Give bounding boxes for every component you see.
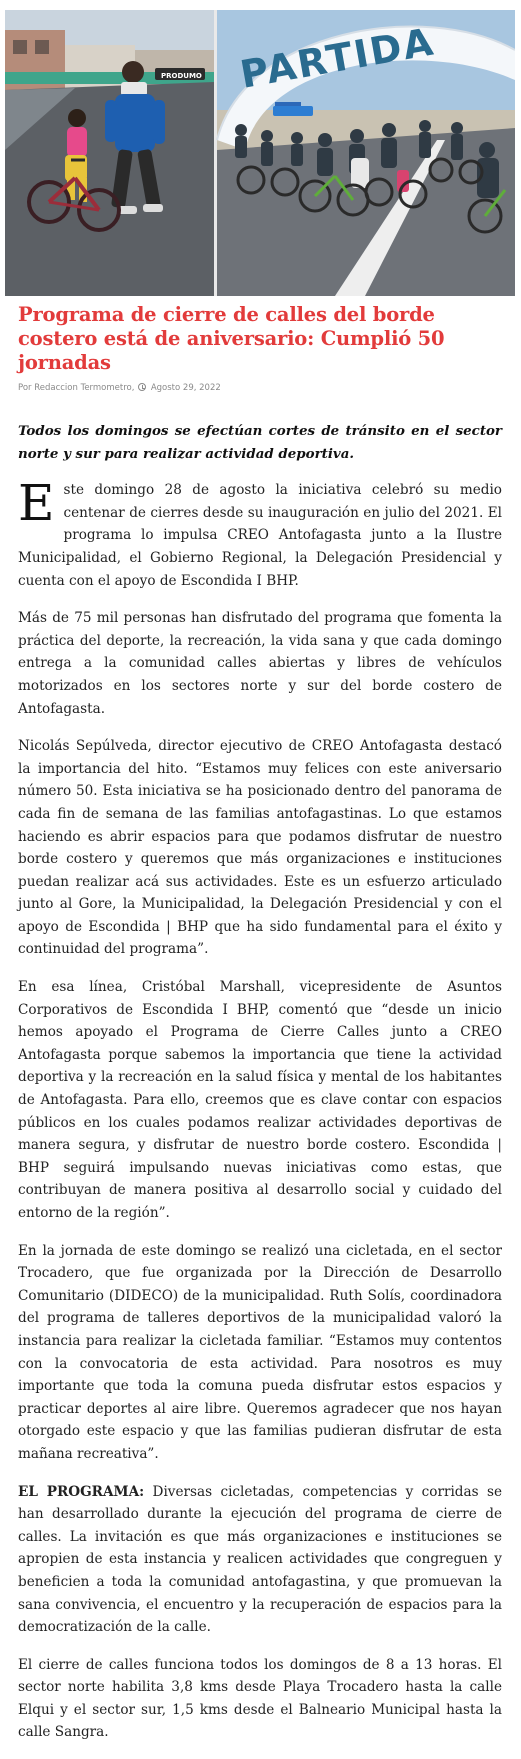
article-author[interactable]: Por Redaccion Termometro	[18, 383, 132, 393]
article-meta	[18, 382, 502, 394]
hero-photo-illustration	[5, 10, 515, 296]
meta-separator: ,	[131, 383, 135, 393]
paragraph-text: ste domingo 28 de agosto la iniciativa celebró su medio centenar de cierres desde su inauguración en julio del 2021. El programa lo impulsa CREO Antofagasta junto a la Ilustre Municipalidad, el Gobierno Regional, la Delegación Presidencial y cuenta con el apoyo de Escondida I BHP.	[18, 482, 502, 589]
section-lead-in: EL PROGRAMA:	[18, 1483, 145, 1500]
hero-photo	[5, 10, 515, 296]
article-paragraph: El cierre de calles funciona todos los domingos de 8 a 13 horas. El sector norte habilita 3,8 kms desde Playa Trocadero hasta la calle Elqui y el sector sur, 1,5 kms desde el Balneario Municipal hasta la calle Sangra.	[18, 1656, 502, 1741]
article-date: Agosto 29, 2022	[150, 383, 221, 393]
article-paragraph: Nicolás Sepúlveda, director ejecutivo de CREO Antofagasta destacó la importancia del hito. “Estamos muy felices con este aniversario número 50. Esta iniciativa se ha posicionado dentro del panorama de cada fin de semana de las familias antofagastinas. Lo que estamos haciendo es abrir espacios para que podamos disfrutar de nuestro borde costero y queremos que más organizaciones e instituciones puedan realizar acá sus actividades. Este es un esfuerzo articulado junto al Gore, la Municipalidad, la Delegación Presidencial y con el apoyo de Escondida | BHP que ha sido fundamental para el éxito y continuidad del programa”.	[18, 738, 502, 958]
article	[18, 303, 502, 1744]
article-paragraph	[18, 1481, 502, 1639]
article-paragraph	[18, 474, 502, 592]
article-paragraph: En esa línea, Cristóbal Marshall, vicepresidente de Asuntos Corporativos de Escondida I BHP, comentó que “desde un inicio hemos apoyado el Programa de Cierre Calles junto a CREO Antofagasta porque sabemos la importancia que tiene la actividad deportiva y la recreación en la salud física y mental de los habitantes de Antofagasta. Para ello, creemos que es clave contar con espacios públicos en los cuales podamos realizar actividades deportivas de manera segura, y disfrutar de nuestro borde costero. Escondida | BHP seguirá impulsando nuevas iniciativas como estas, que contribuyan de manera positiva al desarrollo social y cuidado del entorno de la región”.	[18, 979, 502, 1221]
article-paragraph: Más de 75 mil personas han disfrutado del programa que fomenta la práctica del deporte, la recreación, la vida sana y que cada domingo entrega a la comunidad calles abiertas y libres de vehículos motorizados en los sectores norte y sur del borde costero de Antofagasta.	[18, 610, 502, 717]
article-paragraph: En la jornada de este domingo se realizó una cicletada, en el sector Trocadero, que fue organizada por la Dirección de Desarrollo Comunitario (DIDECO) de la municipalidad. Ruth Solís, coordinadora del programa de talleres deportivos de la municipalidad valoró la instancia para realizar la cicletada familiar. “Estamos muy contentos con la convocatoria de esta actividad. Para nosotros es muy importante que toda la comuna pueda disfrutar estos espacios y practicar deportes al aire libre. Queremos agradecer que nos hayan otorgado este espacio y que las familias pudieran disfrutar de esta mañana recreativa”.	[18, 1242, 502, 1462]
street-sign-text: PRODUMO	[161, 72, 202, 80]
clock-icon	[138, 383, 146, 391]
arch-text: PARTIDA	[236, 19, 438, 97]
drop-cap: E	[18, 474, 55, 533]
article-lead: Todos los domingos se efectúan cortes de tránsito en el sector norte y sur para realizar actividad deportiva.	[18, 423, 502, 462]
article-title: Programa de cierre de calles del borde costero está de aniversario: Cumplió 50 jornadas	[18, 303, 445, 374]
paragraph-text: Diversas cicletadas, competencias y corridas se han desarrollado durante la ejecución del programa de cierre de calles. La invitación es que más organizaciones e instituciones se apropien de esta instancia y realicen actividades que congreguen y beneficien a toda la comunidad antofagastina, y que promuevan la sana convivencia, el encuentro y la recuperación de espacios para la democratización de la calle.	[18, 1483, 502, 1636]
